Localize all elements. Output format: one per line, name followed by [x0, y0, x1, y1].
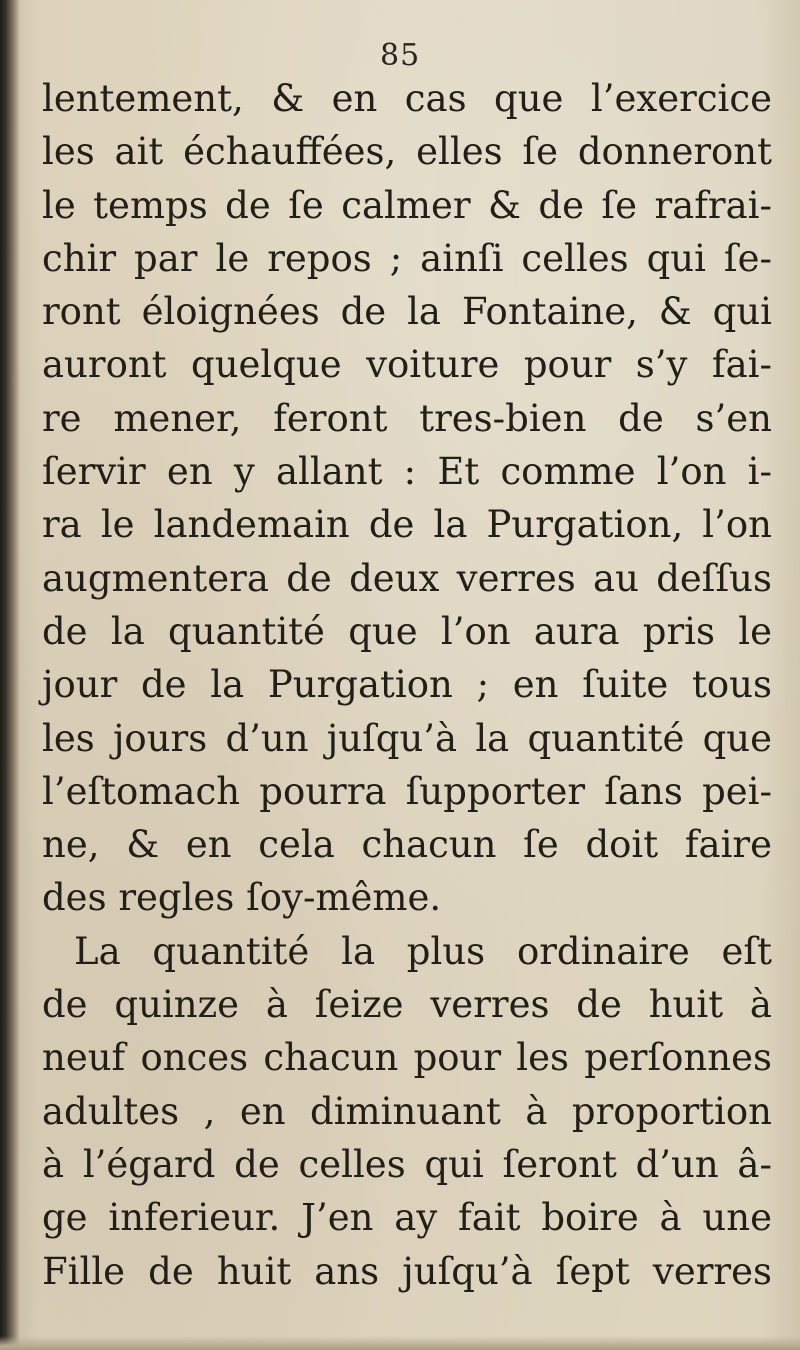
text-line: l’eſtomach pourra ſupporter ſans pei-: [42, 769, 772, 813]
text-line: chir par le repos ; ainſi celles qui ſe-: [42, 236, 772, 280]
text-line: La quantité la plus ordinaire eſt: [74, 929, 772, 973]
text-line: les ait échauffées, elles ſe donneront: [42, 130, 772, 174]
text-line: auront quelque voiture pour s’y fai-: [42, 343, 772, 387]
text-line: re mener, feront tres-bien de s’en: [42, 396, 772, 440]
text-line: ge inferieur. J’en ay fait boire à une: [42, 1196, 772, 1240]
book-gutter-shadow: [0, 0, 20, 1350]
text-line: des regles ſoy-même.: [42, 876, 442, 920]
text-line: le temps de ſe calmer & de ſe rafrai-: [42, 183, 772, 227]
text-line: de la quantité que l’on aura pris le: [42, 609, 772, 653]
text-line: de quinze à ſeize verres de huit à: [42, 983, 772, 1027]
text-line: jour de la Purgation ; en ſuite tous: [42, 663, 772, 707]
text-line: ra le landemain de la Purgation, l’on: [42, 503, 772, 547]
text-line: ront éloignées de la Fontaine, & qui: [42, 290, 772, 334]
text-line: ne, & en cela chacun ſe doit faire: [42, 823, 772, 867]
page-number: 85: [380, 38, 421, 73]
text-line: les jours d’un juſqu’à la quantité que: [42, 716, 772, 760]
text-line: neuf onces chacun pour les perſonnes: [42, 1036, 772, 1080]
text-line: ſervir en y allant : Et comme l’on i-: [42, 450, 772, 494]
text-line: à l’égard de celles qui ſeront d’un â-: [42, 1142, 772, 1186]
text-line: augmentera de deux verres au deſſus: [42, 556, 772, 600]
page-bottom-edge: [0, 1336, 800, 1350]
text-line: lentement, & en cas que l’exercice: [42, 77, 772, 120]
text-line: adultes , en diminuant à proportion: [42, 1089, 772, 1133]
text-line: Fille de huit ans juſqu’à ſept verres: [42, 1249, 772, 1293]
body-text: [42, 72, 772, 1298]
